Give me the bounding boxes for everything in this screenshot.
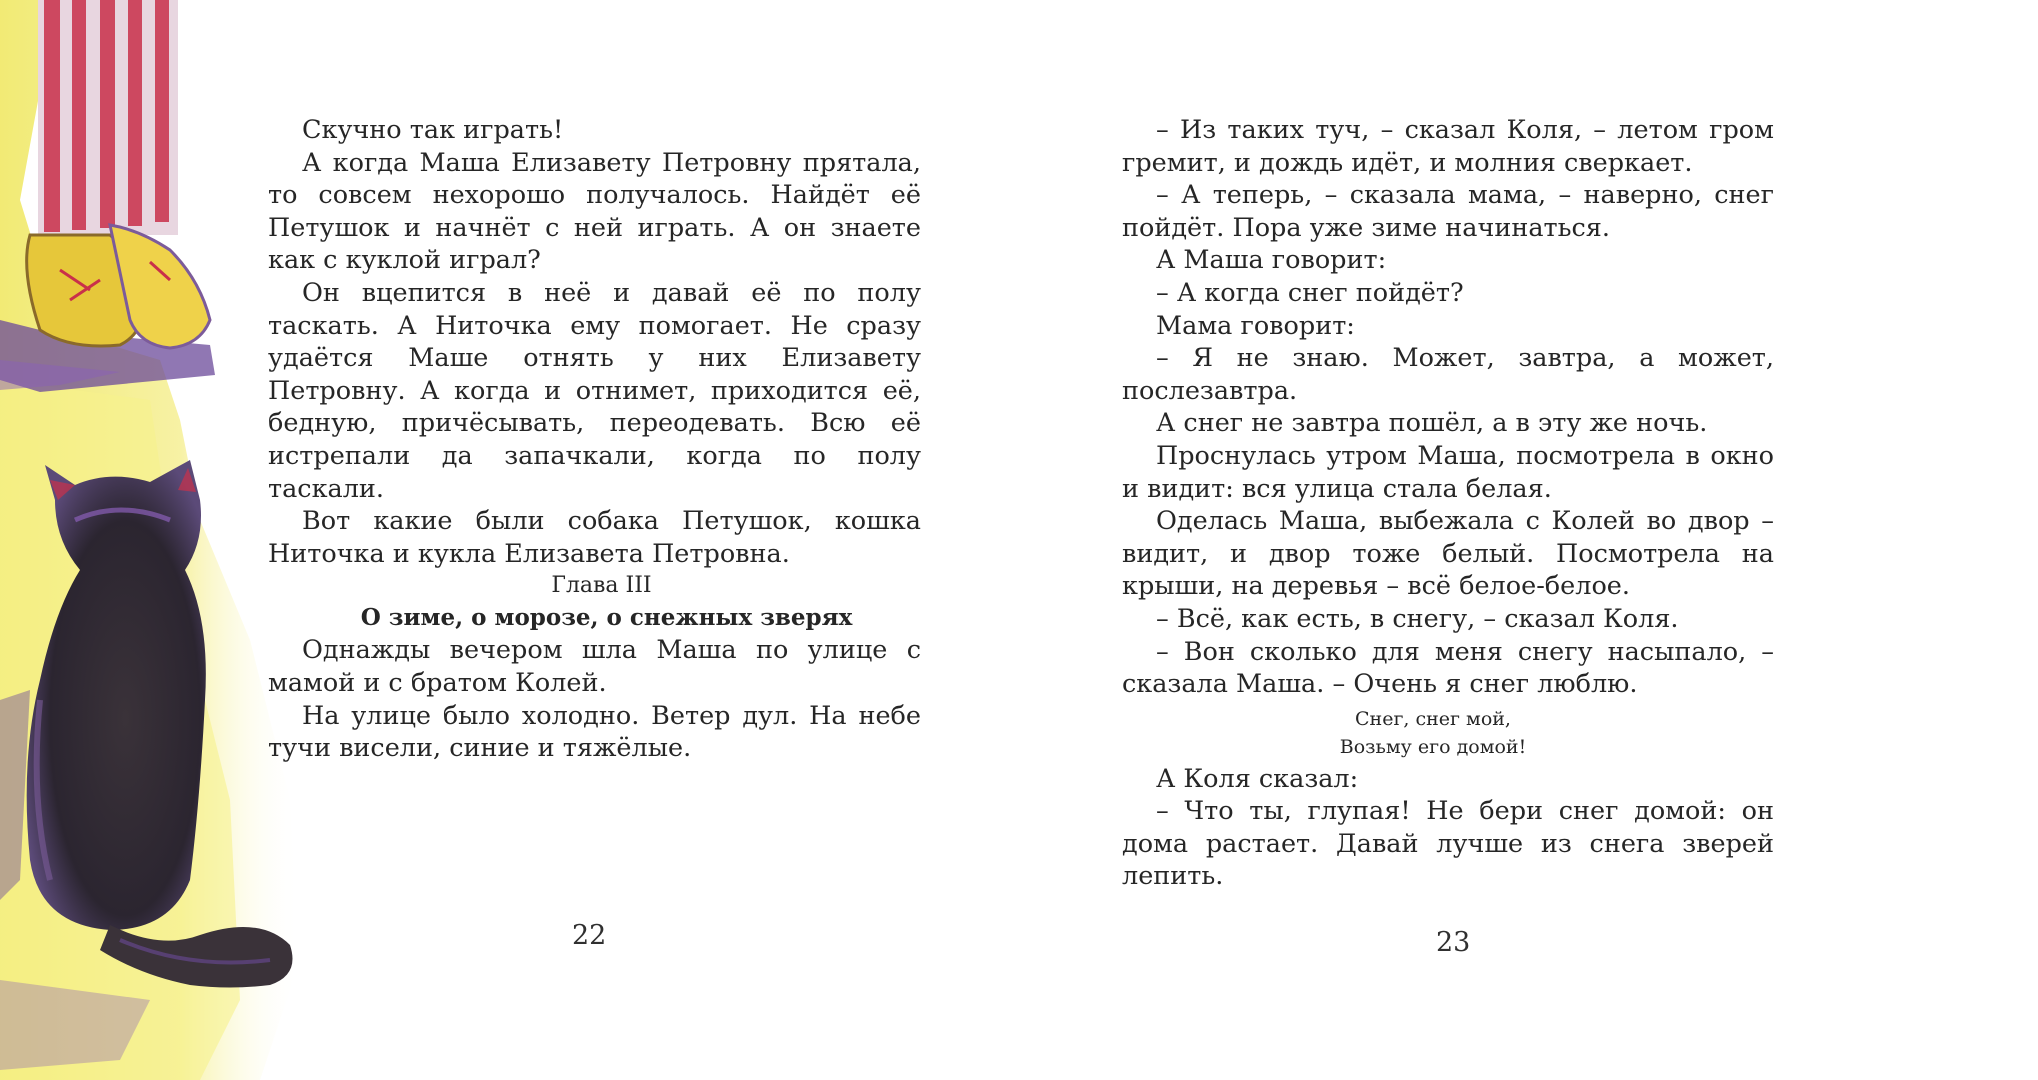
right-page (1019, 0, 2038, 1080)
chapter-label: Глава III (551, 573, 652, 599)
paragraph: Мама говорит: (1156, 310, 1355, 341)
chapter-title: О зиме, о морозе, о снежных зверях (360, 604, 853, 632)
paragraph: – Вон сколько для меня снегу насыпало, – сказала Маша. – Очень я снег люблю. (1122, 636, 1774, 700)
paragraph: А снег не завтра пошёл, а в эту же ночь. (1156, 408, 1708, 439)
paragraph: – Что ты, глупая! Не бери снег домой: он дома растает. Давай лучше из снега зверей лепить. (1122, 796, 1774, 892)
paragraph: А Коля сказал: (1156, 763, 1359, 794)
paragraph: – Из таких туч, – сказал Коля, – летом гром гремит, и дождь идёт, и молния сверкает. (1122, 115, 1774, 178)
paragraph: Оделась Маша, выбежала с Колей во двор – видит, и двор тоже белый. Посмотрела на крыши, на деревья – всё белое-белое. (1122, 506, 1774, 602)
poem-line: Снег, снег мой, (1355, 707, 1511, 730)
poem (1122, 705, 1774, 761)
paragraph: – А когда снег пойдёт? (1156, 277, 1464, 308)
paragraph: – А теперь, – сказала мама, – наверно, снег пойдёт. Пора уже зиме начинаться. (1122, 180, 1774, 243)
page-number: 22 (572, 920, 607, 951)
paragraph: Он вцепится в неё и давай её по полу таскать. А Ниточка ему помогает. Не сразу удаётся Маше отнять у них Елизавету Петровну. А когда и отнимет, приходится её, бедную, причёсывать, переодевать. Всю её истрепали да запачкали, когда по полу таскали. (268, 277, 921, 504)
paragraph: – Всё, как есть, в снегу, – сказал Коля. (1156, 603, 1679, 634)
paragraph: Скучно так играть! (302, 115, 564, 145)
paragraph: А когда Маша Елизавету Петровну прятала, то совсем нехорошо получалось. Найдёт её Петушок и начнёт с ней играть. А он знаете как с куклой играл? (268, 147, 921, 276)
paragraph: А Маша говорит: (1156, 245, 1387, 276)
paragraph: На улице было холодно. Ветер дул. На небе тучи висели, синие и тяжёлые. (268, 700, 921, 764)
paragraph: Проснулась утром Маша, посмотрела в окно и видит: вся улица стала белая. (1122, 440, 1774, 504)
page-number: 23 (1436, 927, 1471, 958)
left-page-text (268, 114, 921, 765)
right-page-text (1122, 114, 1774, 893)
poem-line: Возьму его домой! (1339, 735, 1527, 758)
paragraph: – Я не знаю. Может, завтра, а может, послезавтра. (1122, 343, 1774, 406)
paragraph: Однажды вечером шла Маша по улице с мамой и с братом Колей. (268, 635, 921, 698)
paragraph: Вот какие были собака Петушок, кошка Ниточка и кукла Елизавета Петровна. (268, 506, 921, 569)
